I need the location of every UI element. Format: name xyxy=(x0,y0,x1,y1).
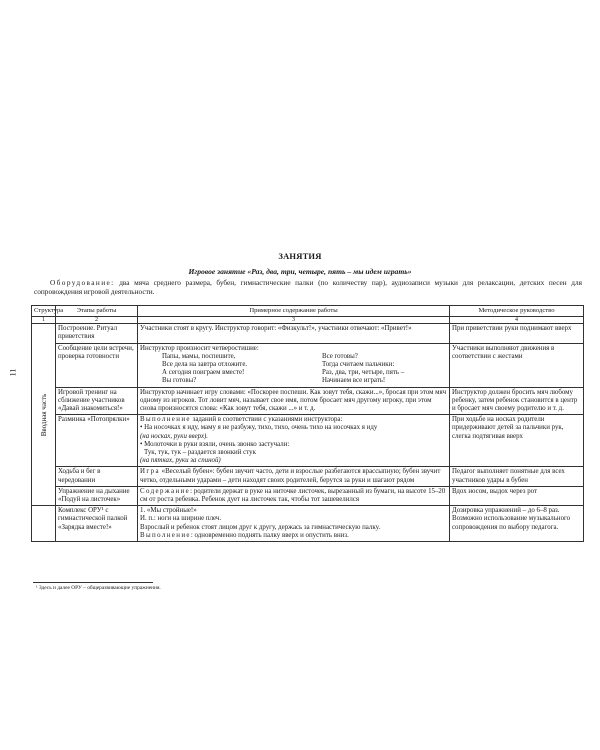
poem-line: Все готовы? xyxy=(322,352,358,360)
stage-cell: Ходьба и бег в чередовании xyxy=(56,467,138,486)
content-intro: Инструктор произносит четверостишие: xyxy=(140,344,259,352)
guide-cell: При ходьбе на носках родители придерживают детей за пальчики рук, слегка подтягивая вверх xyxy=(450,415,584,467)
header-structure: Структура xyxy=(32,306,56,317)
guide-cell: Инструктор должен бросить мяч любому ребенку, затем ребенок становится в центр и бросает мяч своему родителю и т. д. xyxy=(450,387,584,415)
equipment-label: Оборудование: xyxy=(50,278,115,287)
bullet-text: • На носочках я иду, маму я не разбужу, тихо, тихо, очень тихо на носочках я иду xyxy=(140,424,378,432)
table-row xyxy=(32,343,584,387)
content-cell xyxy=(138,467,450,486)
footnote: ¹ Здесь и далее ОРУ – общеразвивающие упражнения. xyxy=(36,585,161,591)
stage-cell: Упражнение на дыхание «Подуй на листочек» xyxy=(56,486,138,505)
content-line: 1. «Мы стройные!» xyxy=(140,507,197,515)
guide-cell: Педагог выполняет понятные для всех участников удары в бубен xyxy=(450,467,584,486)
guide-cell: Вдох носом, выдох через рот xyxy=(450,486,584,505)
table-row xyxy=(32,415,584,467)
table-header-row xyxy=(32,306,584,317)
bullet-note: (на носках, руки вверх). xyxy=(140,432,209,440)
stage-cell: Комплекс ОРУ¹ с гимнастической палкой «Зарядка вместе!» xyxy=(56,506,138,542)
poem-line: Раз, два, три, четыре, пять – xyxy=(322,369,405,377)
poem-line: Начинаем все играть! xyxy=(322,377,386,385)
col-number: 4 xyxy=(450,316,584,324)
stage-cell: Игровой тренинг на сближение участников «Давай знакомиться!» xyxy=(56,387,138,415)
poem-line: Вы готовы? xyxy=(162,377,197,385)
content-label: Выполнение xyxy=(140,416,191,424)
content-line: Взрослый и ребенок стоят лицом друг к другу, держась за гимнастическую палку. xyxy=(140,523,381,531)
content-line: И. п.: ноги на ширине плеч. xyxy=(140,515,222,523)
bullet-note: (на пятках, руки за спиной) xyxy=(140,457,221,465)
guide-cell: Участники выполняют движения в соответствии с жестами xyxy=(450,343,584,387)
poem xyxy=(140,353,447,386)
table-row xyxy=(32,467,584,486)
section-label: Вводная часть xyxy=(39,393,48,436)
header-content: Примерное содержание работы xyxy=(138,306,450,317)
guide-cell: При приветствии руки поднимают вверх xyxy=(450,324,584,343)
bullet-text: • Молоточки в руки взяли, очень звонко застучали: xyxy=(140,440,290,448)
bullet-line: Тук, тук, тук – раздается звонкий стук xyxy=(144,448,256,456)
content-label: Игра xyxy=(140,468,160,476)
content-label: Выполнение xyxy=(140,531,191,539)
table-row xyxy=(32,324,584,343)
content-cell: Инструктор начинает игру словами: «Поскорее поспеши. Как зовут тебя, скажи...», бросая при этом мяч одному из игроков. Тот ловит мяч, называет свое имя, потом бросает мяч другому игроку, при этом снова произносятся слова: «Как зовут тебя, скажи ...» и т. д. xyxy=(138,387,450,415)
table-row xyxy=(32,506,584,542)
content-cell xyxy=(138,506,450,542)
equipment-text: два мяча среднего размера, бубен, гимнастические палки (по количеству пар), аудиозаписи музыки для релаксации, детских песен для сопровождения игровой деятельности. xyxy=(34,278,582,296)
guide-cell: Дозировка упражнений – до 6–8 раз. Возможно использование музыкального сопровождения по выбору педагога. xyxy=(450,506,584,542)
content-cell xyxy=(138,415,450,467)
poem-line: Папы, мамы, поспешите, xyxy=(162,352,236,360)
footnote-divider xyxy=(33,582,153,583)
content-cell xyxy=(138,486,450,505)
equipment-paragraph xyxy=(34,278,582,296)
content-text: : родители держат в руке на ниточке листочек, вырезанный из бумаги, на высоте 15–20 см от роста ребенка. Ребенок дует на листочек так, чтобы тот зашевелился xyxy=(140,487,446,503)
stage-cell: Построение. Ритуал приветствия xyxy=(56,324,138,343)
lesson-table xyxy=(31,305,584,542)
col-number: 1 xyxy=(32,316,56,324)
content-line xyxy=(140,532,447,540)
poem-line: Тогда считаем пальчики: xyxy=(322,360,395,368)
stage-cell: Разминка «Потопрялки» xyxy=(56,415,138,467)
content-text: заданий в соответствии с указаниями инструктора: xyxy=(190,416,343,424)
column-number-row xyxy=(32,316,584,324)
content-text: «Веселый бубен»: бубен звучит часто, дети и взрослые разбегаются врассыпную; бубен звучит четко, отдельными ударами – дети находят своих родителей, берутся за руки и шагают рядом xyxy=(140,468,441,484)
poem-line: Все дела на завтра отложите. xyxy=(162,360,248,368)
content-intro xyxy=(140,416,447,424)
page-number: 11 xyxy=(8,368,18,377)
stage-cell: Сообщение цели встречи, проверка готовности xyxy=(56,343,138,387)
content-cell: Участники стоят в кругу. Инструктор говорит: «Физкульт!», участники отвечают: «Привет!» xyxy=(138,324,450,343)
content-text: : одновременно поднять палку вверх и опустить вниз. xyxy=(190,531,349,539)
poem-line: А сегодня поиграем вместе! xyxy=(162,369,245,377)
lesson-subtitle: Игровое занятие «Раз, два, три, четыре, пять – мы идем играть» xyxy=(188,267,412,276)
table-row xyxy=(32,486,584,505)
header-stages: Этапы работы xyxy=(56,306,138,317)
content-cell xyxy=(138,343,450,387)
section-cell xyxy=(32,324,56,506)
header-guidance: Методическое руководство xyxy=(450,306,584,317)
col-number: 3 xyxy=(138,316,450,324)
section-cell-empty xyxy=(32,506,56,542)
col-number: 2 xyxy=(56,316,138,324)
page-title: ЗАНЯТИЯ xyxy=(278,251,322,261)
content-label: Содержание xyxy=(140,487,191,495)
table-row xyxy=(32,387,584,415)
